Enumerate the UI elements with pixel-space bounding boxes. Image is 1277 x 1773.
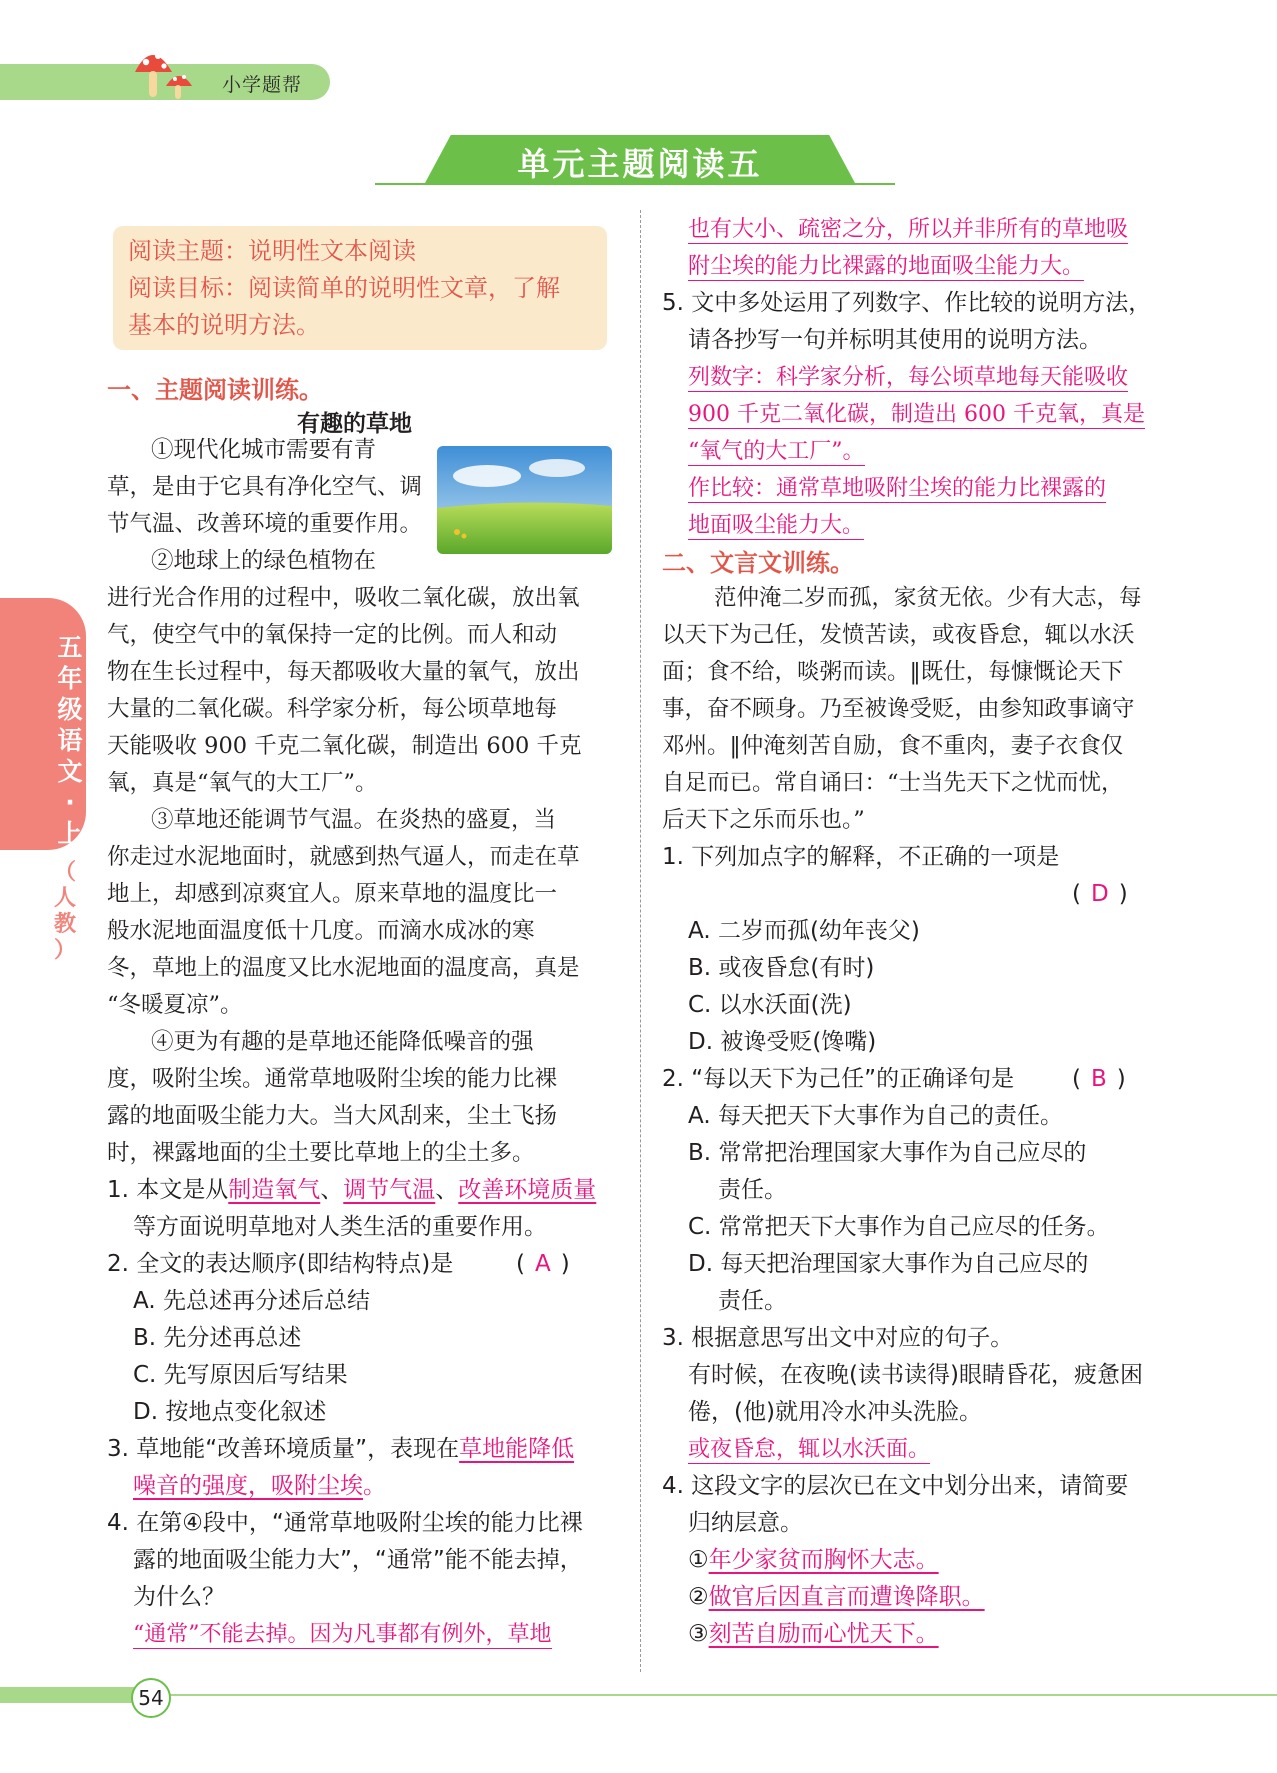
section-heading-2: 二、文言文训练。	[662, 549, 854, 577]
layer-answer: ③刻苦自励而心忧天下。	[688, 1621, 939, 1647]
answer-line: 900 千克二氧化碳，制造出 600 千克氧，真是	[688, 402, 1145, 427]
layer-answer: ①年少家贫而胸怀大志。	[688, 1547, 939, 1573]
question-5: 5. 文中多处运用了列数字、作比较的说明方法，	[662, 290, 1152, 316]
classical-line: 后天下之乐而乐也。”	[662, 807, 865, 833]
option: D. 按地点变化叙述	[133, 1399, 327, 1425]
answer-bracket: ( D )	[1072, 881, 1128, 907]
option: D. 被谗受贬(馋嘴)	[688, 1029, 877, 1055]
option: C. 常常把天下大事作为自己应尽的任务。	[688, 1214, 1110, 1240]
passage-title: 有趣的草地	[297, 411, 412, 437]
answer-bracket: ( A )	[516, 1251, 570, 1277]
classical-line: 事，奋不顾身。乃至被谗受贬，由参知政事谪守	[662, 696, 1135, 722]
classical-line: 自足而已。常自诵曰：“士当先天下之忧而忧，	[662, 770, 1124, 796]
answer-line: 作比较：通常草地吸附尘埃的能力比裸露的	[688, 476, 1107, 501]
passage-line: ③草地还能调节气温。在炎热的盛夏，当	[151, 807, 557, 833]
answer-line: 列数字：科学家分析，每公顷草地每天能吸收	[688, 365, 1129, 390]
passage-line: ②地球上的绿色植物在	[151, 548, 377, 574]
layer-answer: ②做官后因直言而遭谗降职。	[688, 1584, 985, 1610]
grade-tab-label: 五 年 级 语 文 · 上	[57, 633, 83, 848]
brand-name: 小学题帮	[222, 74, 303, 96]
passage-line: ④更为有趣的是草地还能降低噪音的强	[151, 1029, 534, 1055]
classical-line: 面；食不给，啖粥而读。‖既仕，每慷慨论天下	[662, 659, 1124, 685]
question-2: 2. 全文的表达顺序(即结构特点)是	[107, 1251, 454, 1277]
answer-line: 也有大小、疏密之分，所以并非所有的草地吸	[688, 217, 1129, 242]
passage-line: 冬，草地上的温度又比水泥地面的温度高，真是	[107, 955, 580, 981]
classical-question-3: 3. 根据意思写出文中对应的句子。	[662, 1325, 1014, 1351]
answer-line: 附尘埃的能力比裸露的地面吸尘能力大。	[688, 254, 1085, 279]
option: B. 常常把治理国家大事作为自己应尽的	[688, 1140, 1087, 1166]
passage-line: 物在生长过程中，每天都吸收大量的氧气，放出	[107, 659, 580, 685]
question-4-cont: 露的地面吸尘能力大”，“通常”能不能去掉，	[133, 1547, 583, 1573]
passage-line: 度，吸附尘埃。通常草地吸附尘埃的能力比裸	[107, 1066, 558, 1092]
passage-line: 露的地面吸尘能力大。当大风刮来，尘土飞扬	[107, 1103, 558, 1129]
option: B. 或夜昏怠(有时)	[688, 955, 875, 981]
passage-line: 般水泥地面温度低十几度。而滴水成冰的寒	[107, 918, 535, 944]
classical-question-1: 1. 下列加点字的解释，不正确的一项是	[662, 844, 1060, 870]
passage-line: 气，使空气中的氧保持一定的比例。而人和动	[107, 622, 558, 648]
answer-line: “氧气的大工厂”。	[688, 439, 865, 464]
answer-line: 地面吸尘能力大。	[688, 513, 865, 538]
classical-question-2: 2. “每以天下为己任”的正确译句是	[662, 1066, 1015, 1092]
option: A. 先总述再分述后总结	[133, 1288, 370, 1314]
reading-goal-text: 阅读主题：说明性文本阅读 阅读目标：阅读简单的说明性文章，了解 基本的说明方法。	[128, 237, 560, 339]
column-divider	[640, 210, 641, 1672]
passage-line: 地上，却感到凉爽宜人。原来草地的温度比一	[107, 881, 558, 907]
question-5-cont: 请各抄写一句并标明其使用的说明方法。	[688, 327, 1102, 353]
option: C. 先写原因后写结果	[133, 1362, 348, 1388]
passage-line: 节气温、改善环境的重要作用。	[107, 511, 423, 537]
question-3-cont: 有时候，在夜晚(读书读得)眼睛昏花，疲惫困	[688, 1362, 1143, 1388]
option: D. 每天把治理国家大事作为自己应尽的	[688, 1251, 1089, 1277]
classical-question-4: 4. 这段文字的层次已在文中划分出来，请简要	[662, 1473, 1129, 1499]
section-heading-1: 一、主题阅读训练。	[107, 376, 323, 404]
question-1-cont: 等方面说明草地对人类生活的重要作用。	[133, 1214, 547, 1240]
option: A. 二岁而孤(幼年丧父)	[688, 918, 920, 944]
answer-line: “通常”不能去掉。因为凡事都有例外，草地	[133, 1622, 552, 1647]
passage-line: 你走过水泥地面时，就感到热气逼人，而走在草	[107, 844, 580, 870]
question-3-cont: 噪音的强度，吸附尘埃。	[133, 1473, 386, 1499]
page-number: 54	[131, 1678, 171, 1718]
option: 责任。	[718, 1177, 787, 1203]
passage-line: “冬暖夏凉”。	[107, 992, 243, 1018]
option: C. 以水沃面(洗)	[688, 992, 852, 1018]
answer-line: 或夜昏怠，辄以水沃面。	[688, 1437, 931, 1462]
answer-bracket: ( B )	[1072, 1066, 1126, 1092]
question-3: 3. 草地能“改善环境质量”，表现在草地能降低	[107, 1436, 575, 1462]
classical-line: 范仲淹二岁而孤，家贫无依。少有大志，每	[714, 585, 1142, 611]
passage-line: 草，是由于它具有净化空气、调	[107, 474, 423, 500]
question-4: 4. 在第④段中，“通常草地吸附尘埃的能力比裸	[107, 1510, 583, 1536]
question-4-cont: 为什么？	[133, 1584, 225, 1610]
passage-line: 大量的二氧化碳。科学家分析，每公顷草地每	[107, 696, 558, 722]
mushroom-icon	[130, 44, 200, 102]
passage-line: ①现代化城市需要有青	[151, 437, 377, 463]
page-title: 单元主题阅读五	[517, 145, 763, 183]
question-4-cont: 归纳层意。	[688, 1510, 803, 1536]
question-1: 1. 本文是从制造氧气、调节气温、改善环境质量	[107, 1177, 597, 1203]
passage-line: 进行光合作用的过程中，吸收二氧化碳，放出氧	[107, 585, 580, 611]
classical-line: 以天下为己任，发愤苦读，或夜昏怠，辄以水沃	[662, 622, 1135, 648]
grassland-photo	[437, 446, 612, 554]
footer-line	[140, 1694, 1277, 1696]
passage-line: 天能吸收 900 千克二氧化碳，制造出 600 千克	[107, 733, 582, 759]
classical-line: 邓州。‖仲淹刻苦自励，食不重肉，妻子衣食仅	[662, 733, 1124, 759]
passage-line: 时，裸露地面的尘土要比草地上的尘土多。	[107, 1140, 535, 1166]
option: B. 先分述再总述	[133, 1325, 302, 1351]
question-3-cont: 倦，(他)就用冷水冲头洗脸。	[688, 1399, 982, 1425]
footer-bar	[0, 1687, 140, 1703]
passage-line: 氧，真是“氧气的大工厂”。	[107, 770, 378, 796]
option: A. 每天把天下大事作为自己的责任。	[688, 1103, 1063, 1129]
option: 责任。	[718, 1288, 787, 1314]
edition-label: （ 人 教 ）	[53, 860, 76, 963]
